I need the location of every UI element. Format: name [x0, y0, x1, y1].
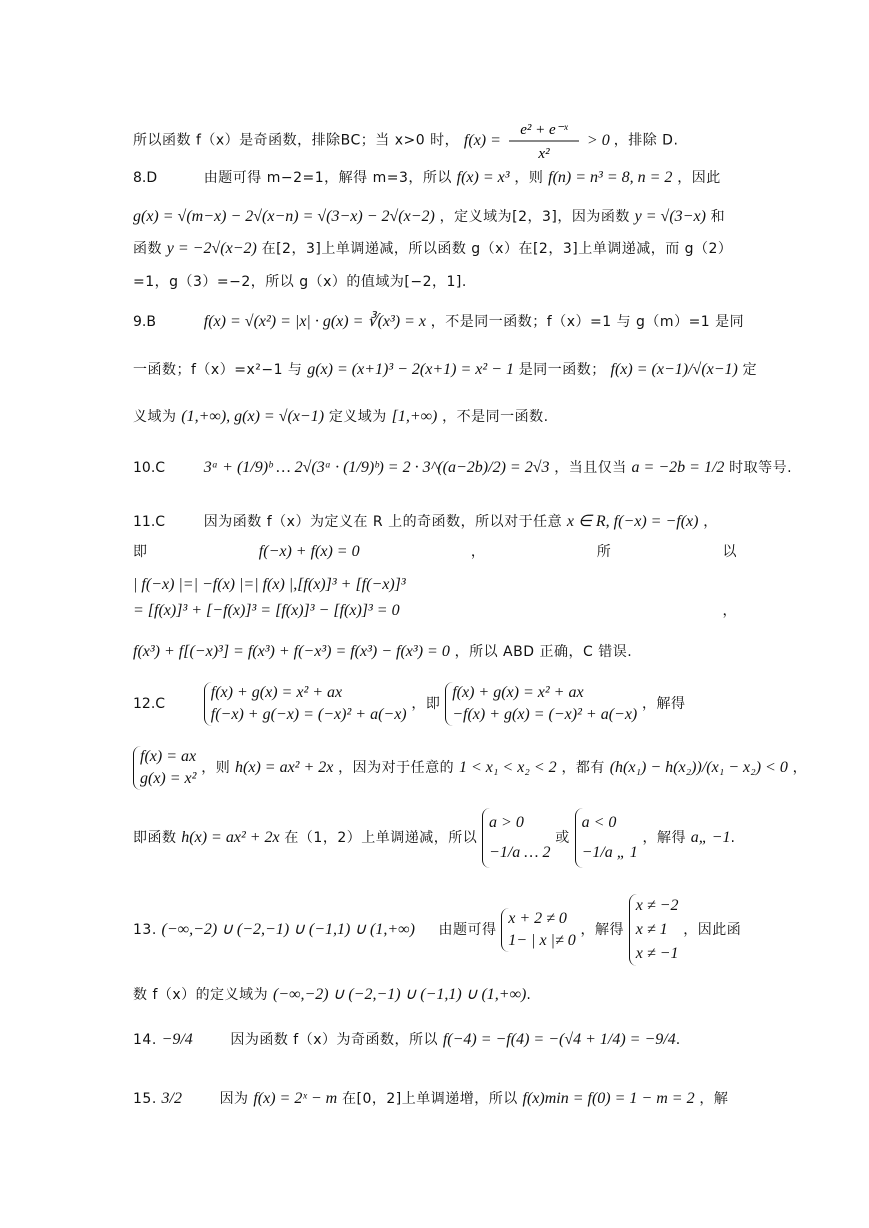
math: f(x³) + f[(−x)³] = f(x³) + f(−x³) = f(x³) − f(x³) = 0	[133, 643, 450, 660]
text: ，则	[514, 170, 544, 186]
math: 3/2	[161, 1090, 182, 1107]
math: [1,+∞)	[391, 408, 438, 425]
math: f(−x) + f(x) = 0	[258, 543, 360, 560]
math: (−∞,−2) ∪ (−2,−1) ∪ (−1,1) ∪ (1,+∞)	[272, 986, 527, 1003]
text: 义域为	[133, 409, 177, 425]
text: ，	[703, 514, 718, 530]
answer-number: 9.B	[133, 314, 156, 330]
math: −1/a „ 1	[581, 844, 638, 861]
text: 和	[710, 209, 726, 225]
math: f(−4) = −f(4) = −(√4 + 1/4) = −9/4	[442, 1031, 676, 1048]
math: | f(−x) |=| −f(x) |=| f(x) |,[f(x)]³ + [f(−x)]³	[133, 576, 406, 593]
text: ，	[722, 603, 737, 619]
equation-system	[204, 682, 407, 726]
math: y = −2√(x−2)	[166, 240, 257, 257]
answer-13-line-1	[133, 894, 742, 970]
math: a > 0	[489, 814, 524, 831]
text: ，不是同一函数；f（x）=1 与 g（m）=1 是同	[430, 314, 745, 330]
math: x ≠ −2	[635, 897, 679, 914]
inequality-system	[482, 808, 550, 868]
text: ，因为对于任意的	[338, 760, 455, 776]
answer-15	[133, 1087, 737, 1110]
answer-number: 10.C	[133, 460, 166, 476]
text: ，即	[411, 696, 441, 712]
text: ，解得	[580, 922, 625, 938]
text: .	[730, 830, 736, 846]
math: f(n) = n³ = 8, n = 2	[548, 169, 673, 186]
answer-number: 12.C	[133, 696, 166, 712]
text: ，因此函	[683, 922, 742, 938]
text: 以	[722, 544, 737, 560]
math: (1,+∞), g(x) = √(x−1)	[181, 408, 325, 425]
math: 3ᵃ + (1/9)ᵇ … 2√(3ᵃ · (1/9)ᵇ) = 2 · 3^((a−2b)/2) = 2√3	[203, 459, 550, 476]
answer-11-line-2	[133, 541, 737, 563]
text: 时取等号.	[729, 460, 793, 476]
math: f(x) = x³	[456, 169, 510, 186]
svg-text:x²: x²	[538, 146, 550, 162]
math: g(x) = x²	[140, 770, 197, 787]
math: = [f(x)]³ + [−f(x)]³ = [f(x)]³ − [f(x)]³ = 0	[133, 602, 400, 619]
math: y = √(3−x)	[634, 208, 706, 225]
math: f(x) = 2ˣ − m	[253, 1090, 338, 1107]
text: ，所以 ABD 正确，C 错误.	[454, 644, 633, 660]
answer-number: 14.	[133, 1032, 157, 1048]
answer-11-line-1	[133, 510, 737, 533]
text: 由题可得	[438, 922, 497, 938]
math: h(x) = ax² + 2x	[181, 829, 280, 846]
answer-13-line-2	[133, 983, 737, 1006]
math: a„ −1	[690, 829, 731, 846]
text: 函数	[133, 241, 162, 257]
text: 所以函数 f（x）是奇函数，排除BC；当 x>0 时，	[133, 132, 460, 149]
math-fx-positive: f(x) = e² + e⁻ˣ x² > 0	[464, 132, 614, 149]
text: ，因此	[677, 170, 721, 186]
text: ，	[470, 544, 486, 560]
text: 定	[742, 362, 758, 378]
math: −f(x) + g(x) = (−x)² + a(−x)	[452, 706, 638, 723]
text: ，解得	[642, 696, 686, 712]
answer-8-line-4	[133, 270, 737, 293]
math: 1− | x |≠ 0	[508, 932, 576, 949]
svg-text:e² + e⁻ˣ: e² + e⁻ˣ	[520, 122, 568, 138]
math: f(x) + g(x) = x² + ax	[210, 684, 343, 701]
math: 1 < x₁ < x₂ < 2	[458, 759, 557, 776]
text: 定义域为	[328, 409, 387, 425]
math: a < 0	[581, 814, 617, 831]
answer-number: 11.C	[133, 514, 166, 530]
math: f(x) = ax	[140, 748, 197, 765]
answer-12-line-3	[133, 808, 737, 878]
text: 在[0，2]上单调递增，所以	[342, 1091, 518, 1107]
math: f(x) + g(x) = x² + ax	[452, 684, 584, 701]
text: 即函数	[133, 830, 177, 846]
text: 在（1，2）上单调递减，所以	[284, 830, 478, 846]
math: f(−x) + g(−x) = (−x)² + a(−x)	[210, 706, 407, 723]
math: x ≠ 1	[635, 921, 668, 938]
text: ，则	[201, 760, 231, 776]
text: ，当且仅当	[554, 460, 627, 476]
math: g(x) = √(m−x) − 2√(x−n) = √(3−x) − 2√(x−2)	[133, 208, 435, 225]
answer-11-line-3	[133, 573, 737, 596]
answer-12-line-1	[133, 682, 737, 730]
answer-12-line-2	[133, 746, 808, 794]
answer-9-line-1	[133, 310, 745, 333]
math: x + 2 ≠ 0	[508, 910, 567, 927]
text: =1，g（3）=−2，所以 g（x）的值域为[−2，1].	[133, 274, 467, 290]
answer-number: 15.	[133, 1091, 157, 1107]
answer-10	[133, 456, 793, 479]
math: f(x)min = f(0) = 1 − m = 2	[522, 1090, 695, 1107]
text: .	[675, 1032, 681, 1048]
math: x ≠ −1	[635, 945, 679, 962]
text: 因为函数 f（x）为奇函数，所以	[230, 1032, 439, 1048]
text: 数 f（x）的定义域为	[133, 987, 269, 1003]
math: −1/a … 2	[489, 844, 551, 861]
text: 或	[555, 830, 570, 846]
math: h(x) = ax² + 2x	[235, 759, 334, 776]
inequality-system	[575, 808, 638, 868]
answer-11-line-5	[133, 640, 737, 663]
answer-number: 13.	[133, 922, 157, 938]
inequality-system	[501, 908, 575, 952]
text: ，排除 D.	[613, 132, 679, 149]
line-q7-conclusion	[133, 118, 737, 164]
math: (−∞,−2) ∪ (−2,−1) ∪ (−1,1) ∪ (1,+∞)	[161, 921, 415, 938]
fraction-e	[505, 118, 583, 164]
equation-system	[133, 746, 196, 790]
math: f(x) = (x−1)/√(x−1)	[610, 361, 738, 378]
math: x ∈ R, f(−x) = −f(x)	[566, 513, 699, 530]
answer-11-line-4	[133, 600, 737, 622]
math: a = −2b = 1/2	[631, 459, 725, 476]
text: ，不是同一函数.	[442, 409, 549, 425]
math: g(x) = (x+1)³ − 2(x+1) = x² − 1	[307, 361, 514, 378]
answer-9-line-2	[133, 358, 758, 381]
text: ，都有	[561, 760, 605, 776]
text: ，定义域为[2，3]，因为函数	[439, 209, 630, 225]
text: .	[526, 987, 532, 1003]
text: 在[2，3]上单调递减，所以函数 g（x）在[2，3]上单调递减，而 g（2）	[261, 241, 733, 257]
text: 所	[596, 544, 612, 560]
text: 因为	[219, 1091, 249, 1107]
answer-8-line-3	[133, 237, 737, 260]
math: −9/4	[161, 1031, 193, 1048]
text: ，	[792, 760, 808, 776]
text: 由题可得 m−2=1，解得 m=3，所以	[203, 170, 452, 186]
text: 一函数；f（x）=x²−1 与	[133, 362, 303, 378]
math: f(x) = √(x²) = |x| · g(x) = ∛(x³) = x	[203, 313, 427, 330]
answer-9-line-3	[133, 405, 737, 428]
answer-number: 8.D	[133, 170, 158, 186]
inequality-system	[629, 894, 679, 966]
answer-8-line-2	[133, 205, 737, 228]
text: 即	[133, 544, 148, 560]
equation-system	[445, 682, 637, 726]
text: ，解	[699, 1091, 729, 1107]
answer-8-line-1	[133, 166, 737, 189]
text: 因为函数 f（x）为定义在 R 上的奇函数，所以对于任意	[203, 514, 563, 530]
math: (h(x₁) − h(x₂))/(x₁ − x₂) < 0	[609, 759, 788, 776]
text: 是同一函数；	[518, 362, 606, 378]
text: ，解得	[642, 830, 686, 846]
answer-14	[133, 1028, 737, 1051]
